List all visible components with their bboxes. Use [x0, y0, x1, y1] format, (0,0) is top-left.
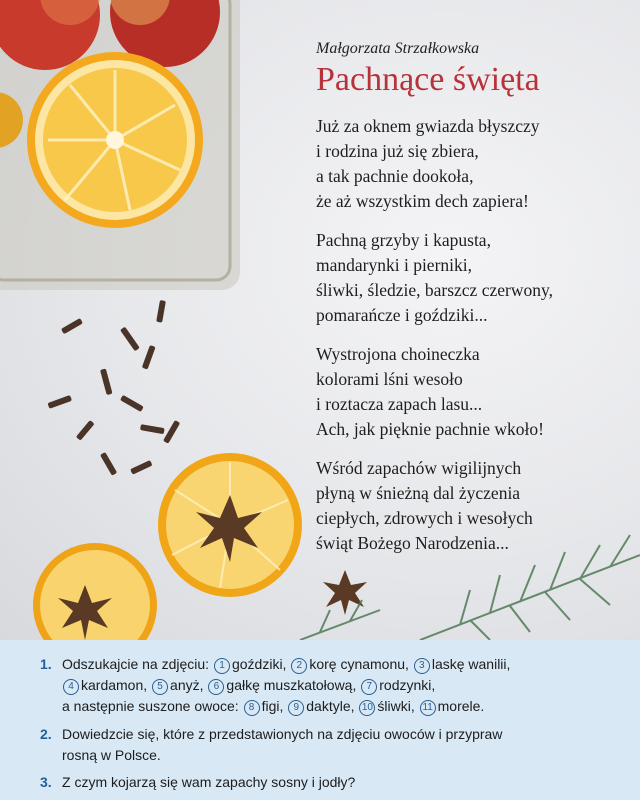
task-number: 1.	[40, 656, 52, 672]
poem	[316, 40, 626, 570]
poem-line: pomarańcze i goździki...	[316, 305, 488, 325]
item-label: laskę wanilii,	[431, 656, 511, 672]
poem-line: świąt Bożego Narodzenia...	[316, 533, 509, 553]
item-label: śliwki,	[377, 698, 415, 714]
task-line: rosną w Polsce.	[62, 747, 161, 763]
poem-line: Wśród zapachów wigilijnych	[316, 458, 522, 478]
item-number-badge: 2	[291, 658, 307, 674]
item-number-badge: 11	[420, 700, 436, 716]
task-line	[62, 696, 610, 717]
poem-line: Już za oknem gwiazda błyszczy	[316, 116, 540, 136]
task-text	[62, 654, 610, 717]
task-line: Dowiedzcie się, które z przedstawionych na zdjęciu owoców i przypraw	[62, 726, 503, 742]
item-label: daktyle,	[306, 698, 355, 714]
item-label: morele.	[437, 698, 485, 714]
stanza	[316, 342, 626, 442]
item-label: figi,	[261, 698, 284, 714]
item-number-badge: 5	[152, 679, 168, 695]
task-line: Z czym kojarzą się wam zapachy sosny i jodły?	[62, 774, 356, 790]
task-intro: a następnie suszone owoce:	[62, 698, 239, 714]
poem-line: kolorami lśni wesoło	[316, 369, 463, 389]
poem-line: Pachną grzyby i kapusta,	[316, 230, 491, 250]
item-label: kardamon,	[81, 677, 148, 693]
stanza	[316, 114, 626, 214]
item-label: korę cynamonu,	[309, 656, 409, 672]
item-number-badge: 1	[214, 658, 230, 674]
poem-line: a tak pachnie dookoła,	[316, 166, 474, 186]
task-number: 3.	[40, 774, 52, 790]
item-label: anyż,	[170, 677, 204, 693]
poem-line: że aż wszystkim dech zapiera!	[316, 191, 529, 211]
task-number: 2.	[40, 726, 52, 742]
exercise-box	[0, 640, 640, 800]
poem-line: śliwki, śledzie, barszcz czerwony,	[316, 280, 553, 300]
poem-line: i rodzina już się zbiera,	[316, 141, 479, 161]
stanza	[316, 228, 626, 328]
stanza	[316, 456, 626, 556]
poem-line: płyną w śnieżną dal życzenia	[316, 483, 521, 503]
poem-line: mandarynki i pierniki,	[316, 255, 473, 275]
poem-line: i roztacza zapach lasu...	[316, 394, 483, 414]
item-label: gałkę muszkatołową,	[226, 677, 357, 693]
task-text	[62, 724, 610, 766]
task-1	[40, 654, 610, 717]
task-line	[62, 675, 610, 696]
task-line	[62, 654, 610, 675]
poem-line: ciepłych, zdrowych i wesołych	[316, 508, 533, 528]
item-number-badge: 6	[208, 679, 224, 695]
poem-line: Ach, jak pięknie pachnie wkoło!	[316, 419, 544, 439]
poem-title: Pachnące święta	[316, 61, 540, 98]
task-text	[62, 772, 610, 793]
item-number-badge: 10	[359, 700, 375, 716]
task-2	[40, 724, 610, 766]
cloves	[47, 300, 180, 476]
item-number-badge: 8	[244, 700, 260, 716]
item-number-badge: 7	[361, 679, 377, 695]
item-label: rodzynki,	[379, 677, 436, 693]
poem-author: Małgorzata Strzałkowska	[316, 40, 480, 57]
item-number-badge: 4	[63, 679, 79, 695]
poem-line: Wystrojona choineczka	[316, 344, 480, 364]
task-3	[40, 772, 610, 793]
item-number-badge: 9	[288, 700, 304, 716]
item-number-badge: 3	[414, 658, 430, 674]
task-intro: Odszukajcie na zdjęciu:	[62, 656, 210, 672]
item-label: goździki,	[231, 656, 287, 672]
